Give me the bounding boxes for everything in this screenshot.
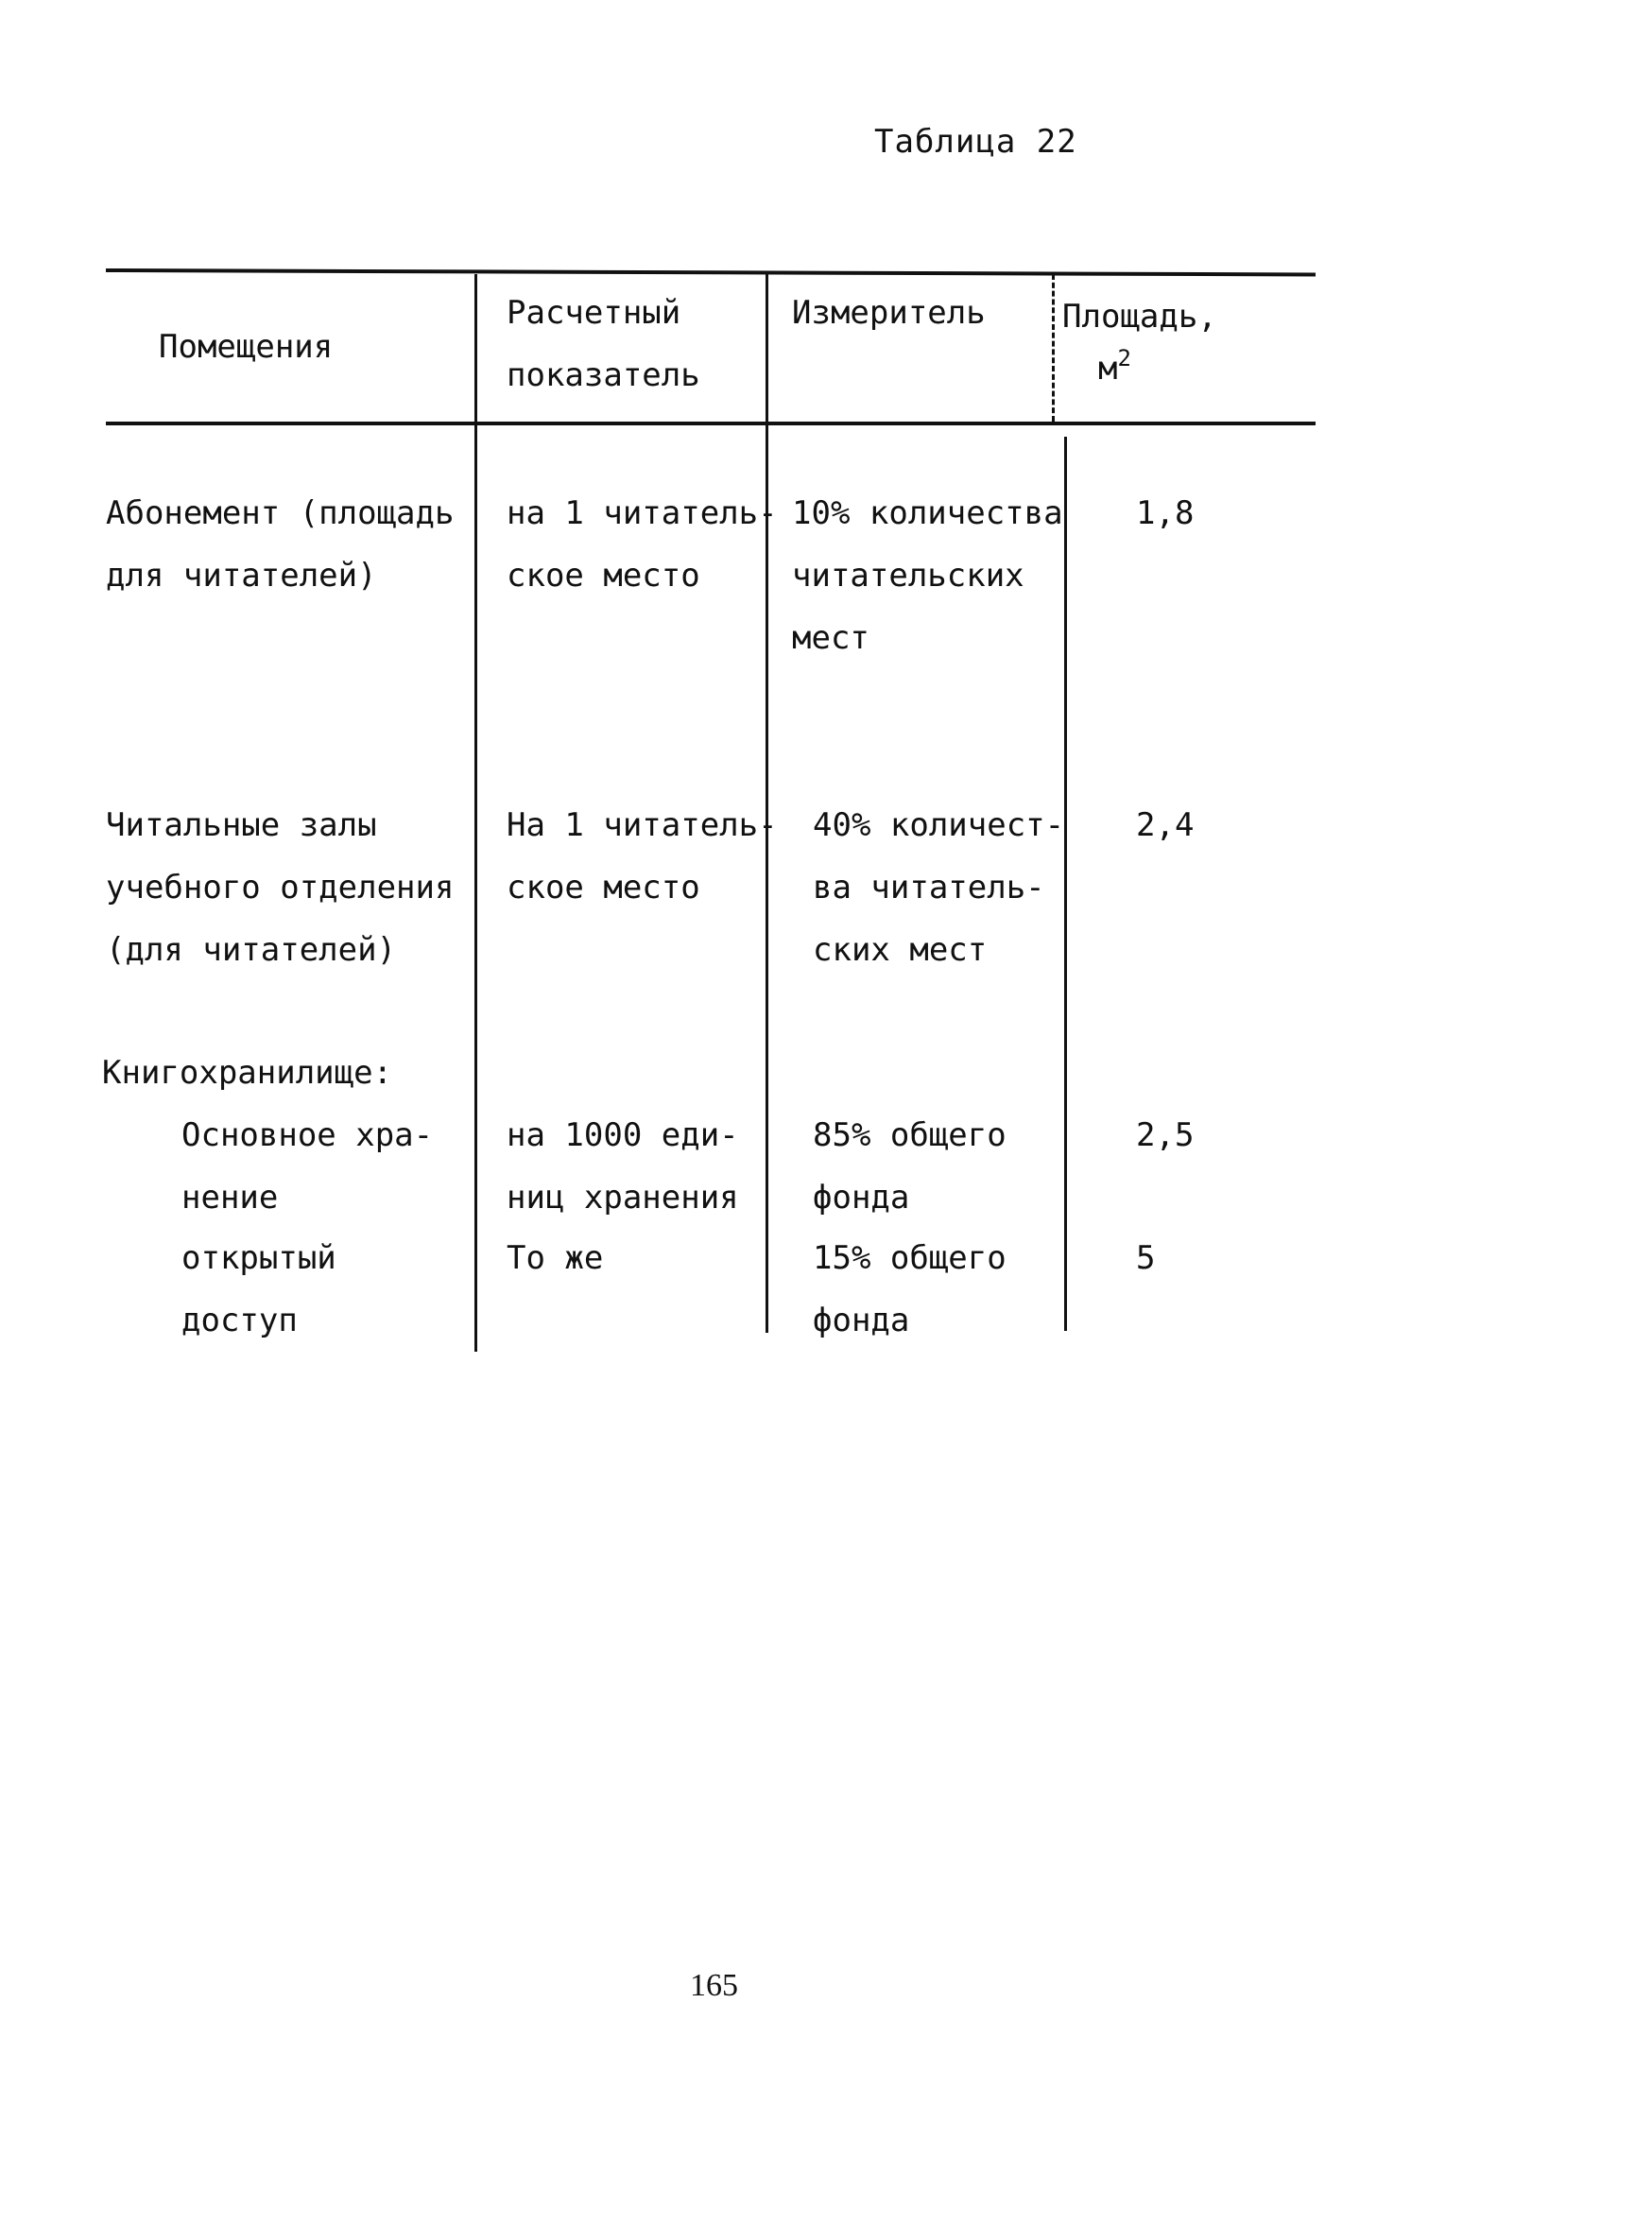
row2-indicator-line2: ское место — [507, 869, 700, 906]
row1-indicator-line1: на 1 читатель- — [507, 494, 778, 532]
row1-measure-line1: 10% количества — [792, 494, 1063, 532]
storage-main-measure-line1: 85% общего — [813, 1116, 1007, 1154]
column-divider-3 — [1064, 437, 1067, 1331]
row2-indicator-line1: На 1 читатель- — [507, 806, 778, 844]
row1-measure-line3: мест — [792, 619, 869, 657]
row1-indicator-line2: ское место — [507, 557, 700, 595]
header-bottom-rule — [106, 422, 1316, 425]
header-indicator-line2: показатель — [507, 356, 700, 394]
storage-open-room-line1: открытый — [181, 1239, 336, 1277]
storage-main-area: 2,5 — [1136, 1116, 1195, 1154]
header-area-unit-letter: м — [1098, 350, 1118, 388]
header-area-unit-power: 2 — [1117, 345, 1131, 371]
header-measure: Измеритель — [792, 294, 986, 332]
storage-open-measure-line1: 15% общего — [813, 1239, 1007, 1277]
row2-room-line1: Читальные залы — [106, 806, 377, 844]
row1-room-line2: для читателей) — [106, 557, 377, 595]
table-caption: Таблица 22 — [874, 123, 1077, 161]
row1-room-line1: Абонемент (площадь — [106, 494, 455, 532]
storage-heading: Книгохранилище: — [102, 1054, 393, 1092]
column-divider-3-header — [1052, 274, 1055, 422]
storage-open-area: 5 — [1136, 1239, 1156, 1277]
header-area-unit — [1098, 331, 1131, 396]
row2-measure-line1: 40% количест- — [813, 806, 1065, 844]
row2-measure-line3: ских мест — [813, 931, 988, 969]
storage-open-room-line2: доступ — [181, 1302, 298, 1339]
storage-main-indicator-line1: на 1000 еди- — [507, 1116, 739, 1154]
header-area-line1: Площадь, — [1062, 298, 1217, 336]
storage-open-measure-line2: фонда — [813, 1302, 910, 1339]
table-top-rule — [106, 268, 1316, 276]
row2-room-line3: (для читателей) — [106, 931, 397, 969]
row2-area: 2,4 — [1136, 806, 1195, 844]
header-indicator-line1: Расчетный — [507, 294, 681, 332]
storage-open-indicator-line1: То же — [507, 1239, 604, 1277]
row1-area: 1,8 — [1136, 494, 1195, 532]
column-divider-1 — [474, 274, 477, 1352]
storage-main-measure-line2: фонда — [813, 1179, 910, 1217]
storage-main-room-line1: Основное хра- — [181, 1116, 434, 1154]
storage-main-indicator-line2: ниц хранения — [507, 1179, 739, 1217]
storage-main-room-line2: нение — [181, 1179, 279, 1217]
row2-room-line2: учебного отделения — [106, 869, 455, 906]
row2-measure-line2: ва читатель- — [813, 869, 1045, 906]
page-number: 165 — [690, 1968, 738, 2003]
header-rooms: Помещения — [159, 328, 334, 366]
row1-measure-line2: читательских — [792, 557, 1024, 595]
